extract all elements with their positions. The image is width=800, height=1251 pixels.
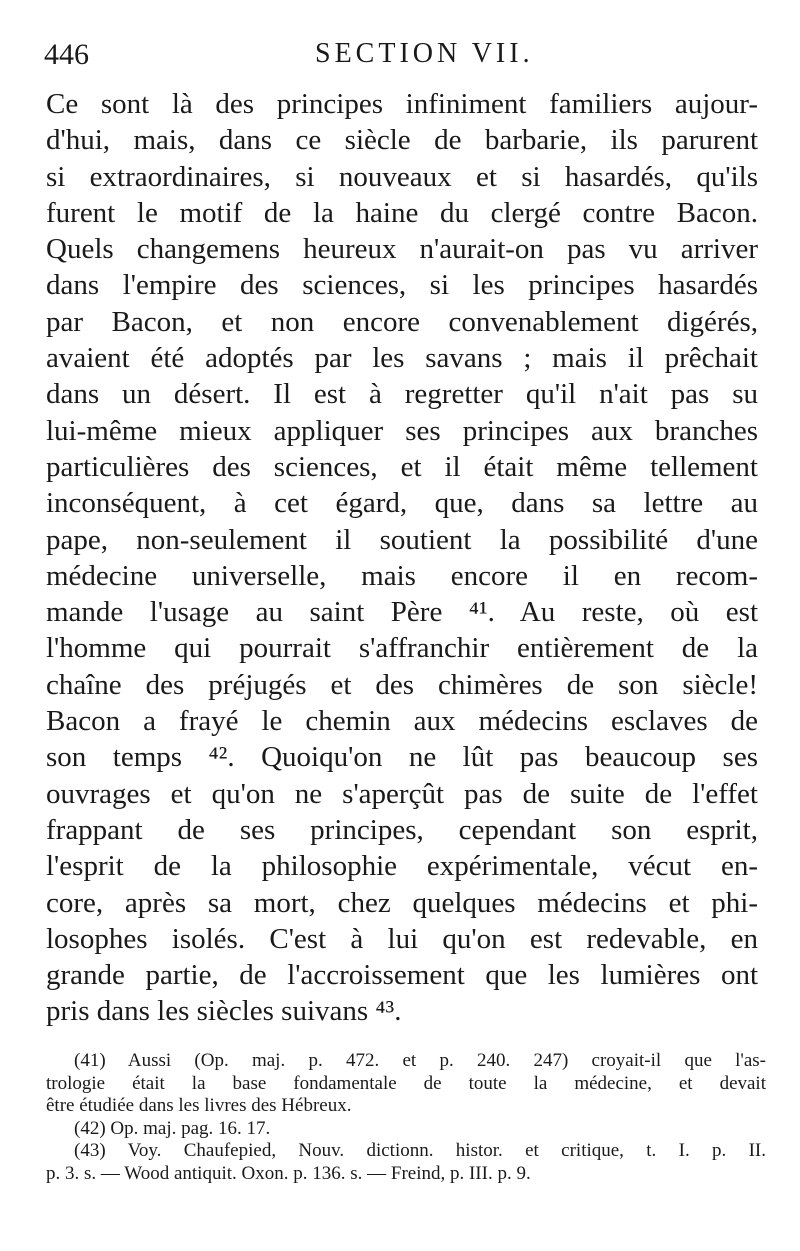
body-line: mande l'usage au saint Père ⁴¹. Au reste, où est [46,596,758,629]
footnote-line: (42) Op. maj. pag. 16. 17. [74,1117,271,1139]
body-line: par Bacon, et non encore convenablement digérés, [46,305,758,338]
body-line: chaîne des préjugés et des chimères de son siècle! [46,668,758,701]
body-line: pape, non-seulement il soutient la possibilité d'une [46,523,758,556]
body-line: Ce sont là des principes infiniment familiers aujour- [46,88,758,120]
page-header [40,30,770,80]
body-line: inconséquent, à cet égard, que, dans sa lettre au [46,487,758,520]
running-head: SECTION VII. [315,38,534,69]
footnotes [46,1050,766,1185]
body-line: ouvrages et qu'on ne s'aperçût pas de suite de l'effet [46,777,758,810]
footnote-line: (41) Aussi (Op. maj. p. 472. et p. 240. 247) croyait-il que l'as- [74,1050,766,1071]
page-number: 446 [44,38,89,71]
footnote-line: (43) Voy. Chaufepied, Nouv. dictionn. histor. et critique, t. I. p. II. [74,1140,766,1161]
body-line: grande partie, de l'accroissement que les lumières ont [46,959,758,992]
body-line: losophes isolés. C'est à lui qu'on est redevable, en [46,922,758,955]
body-line: si extraordinaires, si nouveaux et si hasardés, qu'ils [46,160,758,193]
body-line: furent le motif de la haine du clergé contre Bacon. [46,196,758,229]
body-line: son temps ⁴². Quoiqu'on ne lût pas beaucoup ses [46,741,758,774]
body-line: l'esprit de la philosophie expérimentale, vécut en- [46,850,758,883]
body-line: dans un désert. Il est à regretter qu'il n'ait pas su [46,378,758,411]
body-line: d'hui, mais, dans ce siècle de barbarie, ils parurent [46,124,758,157]
body-text [46,86,758,1030]
body-line: Bacon a frayé le chemin aux médecins esclaves de [46,705,758,738]
footnote-line: être étudiée dans les livres des Hébreux. [46,1095,352,1116]
body-line: dans l'empire des sciences, si les principes hasardés [46,269,758,302]
body-line: lui-même mieux appliquer ses principes aux branches [46,414,758,447]
body-line: frappant de ses principes, cependant son esprit, [46,813,758,846]
body-line: l'homme qui pourrait s'affranchir entièrement de la [46,632,758,665]
body-line: avaient été adoptés par les savans ; mais il prêchait [46,342,758,375]
body-line: médecine universelle, mais encore il en recom- [46,559,758,592]
body-line: core, après sa mort, chez quelques médecins et phi- [46,886,758,919]
body-line: Quels changemens heureux n'aurait-on pas vu arriver [46,233,758,266]
footnote-line: trologie était la base fondamentale de toute la médecine, et devait [46,1072,766,1094]
footnote-line: p. 3. s. — Wood antiquit. Oxon. p. 136. s. — Freind, p. III. p. 9. [46,1162,531,1184]
body-line: particulières des sciences, et il était même tellement [46,450,758,483]
body-line: pris dans les siècles suivans ⁴³. [46,995,402,1028]
